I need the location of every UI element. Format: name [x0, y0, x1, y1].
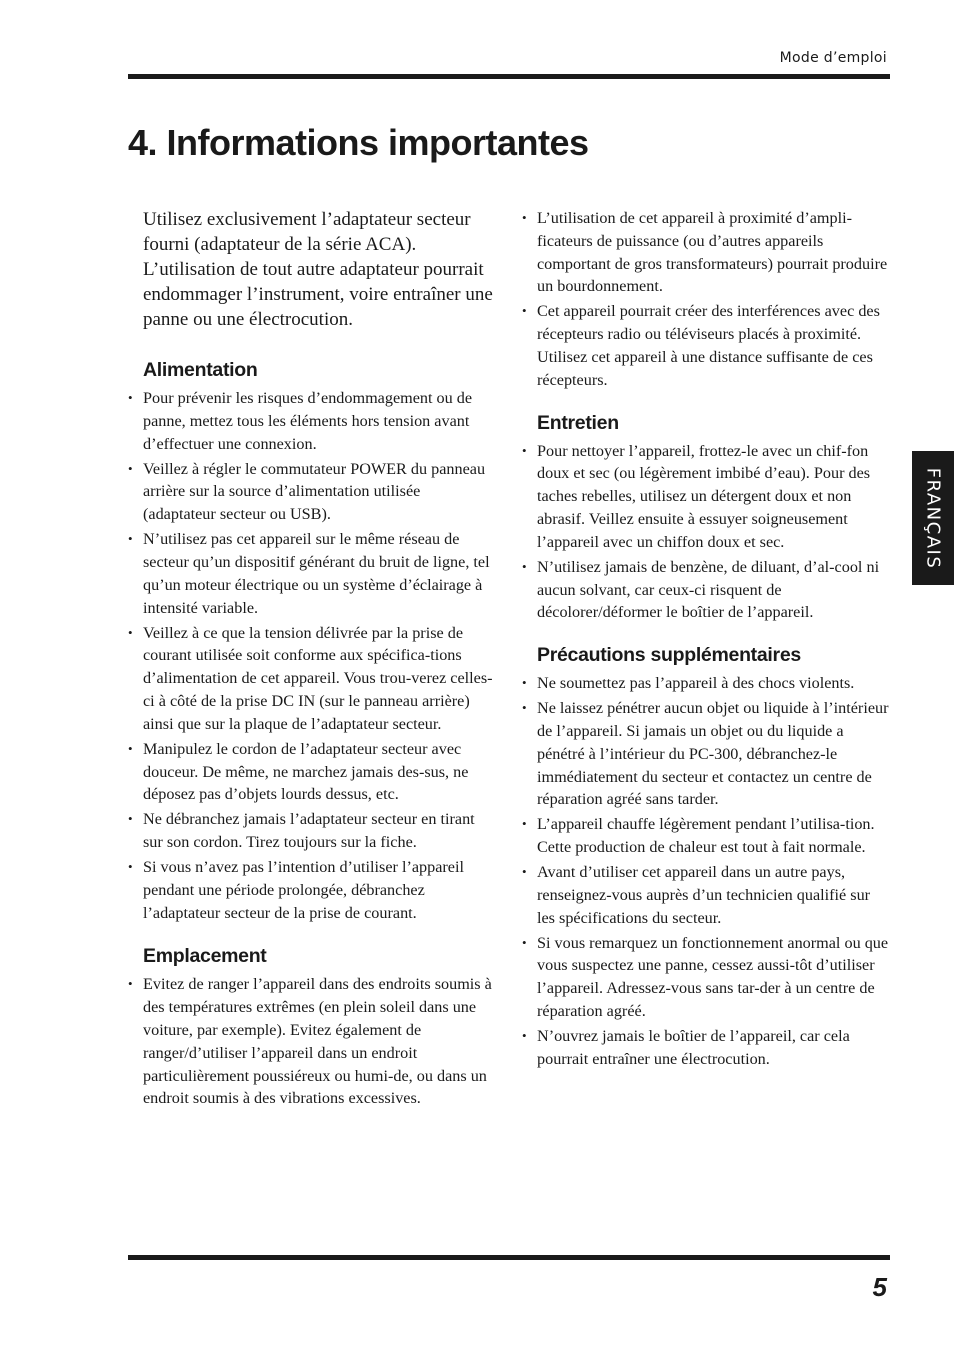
section-title-alimentation: Alimentation — [143, 359, 258, 381]
list-item: • Ne laissez pénétrer aucun objet ou liquide à l’intérieur de l’appareil. Si jamais un objet ou du liquide a pénétré à l’intérieur du PC-300, débranchez-le immédiatement du secteur et contactez un centre de réparation agréé sans tarder. — [522, 697, 890, 811]
list-item: • Manipulez le cordon de l’adaptateur secteur avec douceur. De même, ne marchez jamais des-sus, ne déposez pas d’objets lourds dessus, etc. — [128, 738, 496, 806]
page-number: 5 — [872, 1272, 887, 1302]
list-item: • Si vous n’avez pas l’intention d’utiliser l’appareil pendant une période prolongée, débranchez l’adaptateur secteur de la prise de courant. — [128, 856, 496, 924]
list-item: • N’utilisez pas cet appareil sur le même réseau de secteur qu’un dispositif générant du bruit de ligne, tel qu’un moteur électrique ou un système d’éclairage à intensité variable. — [128, 528, 496, 619]
header-label: Mode d’emploi — [779, 50, 887, 66]
list-entretien — [522, 440, 890, 625]
list-item: • Veillez à régler le commutateur POWER du panneau arrière sur la source d’alimentation utilisée (adaptateur secteur ou USB). — [128, 458, 496, 526]
language-tab — [912, 451, 954, 585]
left-column — [128, 207, 496, 1112]
list-item: • Veillez à ce que la tension délivrée par la prise de courant utilisée soit conforme aux spécifica-tions d’alimentation de cet appareil. Vous trou-verez celles-ci à côté de la prise DC IN (sur le panneau arrière) ainsi que sur la plaque de l’adaptateur secteur. — [128, 622, 496, 736]
section-title-emplacement: Emplacement — [143, 945, 267, 968]
list-item: • L’appareil chauffe légèrement pendant l’utilisa-tion. Cette production de chaleur est tout à fait normale. — [522, 813, 890, 859]
list-precautions — [522, 672, 890, 1070]
list-emplacement-continued — [522, 207, 890, 392]
list-item: • Evitez de ranger l’appareil dans des endroits soumis à des températures extrêmes (en plein soleil dans une voiture, par exemple). Evitez également de ranger/d’utiliser l’appareil dans un endroit particulièrement poussiéreux ou humi-de, ou dans un endroit soumis à des vibrations excessives. — [128, 973, 496, 1110]
list-item: • Ne débranchez jamais l’adaptateur secteur en tirant sur son cordon. Tirez toujours sur la fiche. — [128, 808, 496, 854]
language-tab-label: FRANÇAIS — [922, 467, 944, 569]
list-item: • Pour prévenir les risques d’endommagement ou de panne, mettez tous les éléments hors tension avant d’effectuer une connexion. — [128, 387, 496, 455]
page-title: 4. Informations importantes — [128, 122, 589, 163]
right-column — [522, 207, 890, 1073]
list-item: • L’utilisation de cet appareil à proximité d’ampli-ficateurs de puissance (ou d’autres appareils comportant de gros transformateurs) pourrait produire un bourdonnement. — [522, 207, 890, 298]
list-item: • N’utilisez jamais de benzène, de diluant, d’al-cool ni aucun solvant, car ceux-ci risquent de décolorer/déformer le boîtier de l’appareil. — [522, 556, 890, 624]
top-rule — [128, 74, 890, 79]
list-item: • Si vous remarquez un fonctionnement anormal ou que vous suspectez une panne, cessez aussi-tôt d’utiliser l’appareil. Adressez-vous sans tar-der à un centre de réparation agréé. — [522, 932, 890, 1023]
list-item: • Pour nettoyer l’appareil, frottez-le avec un chif-fon doux et sec (ou légèrement imbibé d’eau). Pour des taches rebelles, utilisez un détergent doux et non abrasif. Veillez ensuite à essuyer soigneusement l’appareil avec un chiffon doux et sec. — [522, 440, 890, 554]
intro-paragraph: Utilisez exclusivement l’adaptateur secteur fourni (adaptateur de la série ACA). L’utilisation de tout autre adaptateur pourrait endommager l’instrument, voire entraîner une panne ou une électrocution. — [143, 209, 493, 330]
bottom-rule — [128, 1255, 890, 1260]
list-item: • N’ouvrez jamais le boîtier de l’appareil, car cela pourrait entraîner une électrocution. — [522, 1025, 890, 1071]
list-emplacement — [128, 973, 496, 1110]
list-item: • Ne soumettez pas l’appareil à des chocs violents. — [522, 672, 890, 695]
section-title-precautions: Précautions supplémentaires — [537, 644, 801, 667]
list-item: • Cet appareil pourrait créer des interférences avec des récepteurs radio ou téléviseurs placés à proximité. Utilisez cet appareil à une distance suffisante de ces récepteurs. — [522, 300, 890, 391]
section-title-entretien: Entretien — [537, 411, 619, 434]
list-alimentation — [128, 387, 496, 924]
list-item: • Avant d’utiliser cet appareil dans un autre pays, renseignez-vous auprès d’un technicien qualifié sur les spécifications du secteur. — [522, 861, 890, 929]
